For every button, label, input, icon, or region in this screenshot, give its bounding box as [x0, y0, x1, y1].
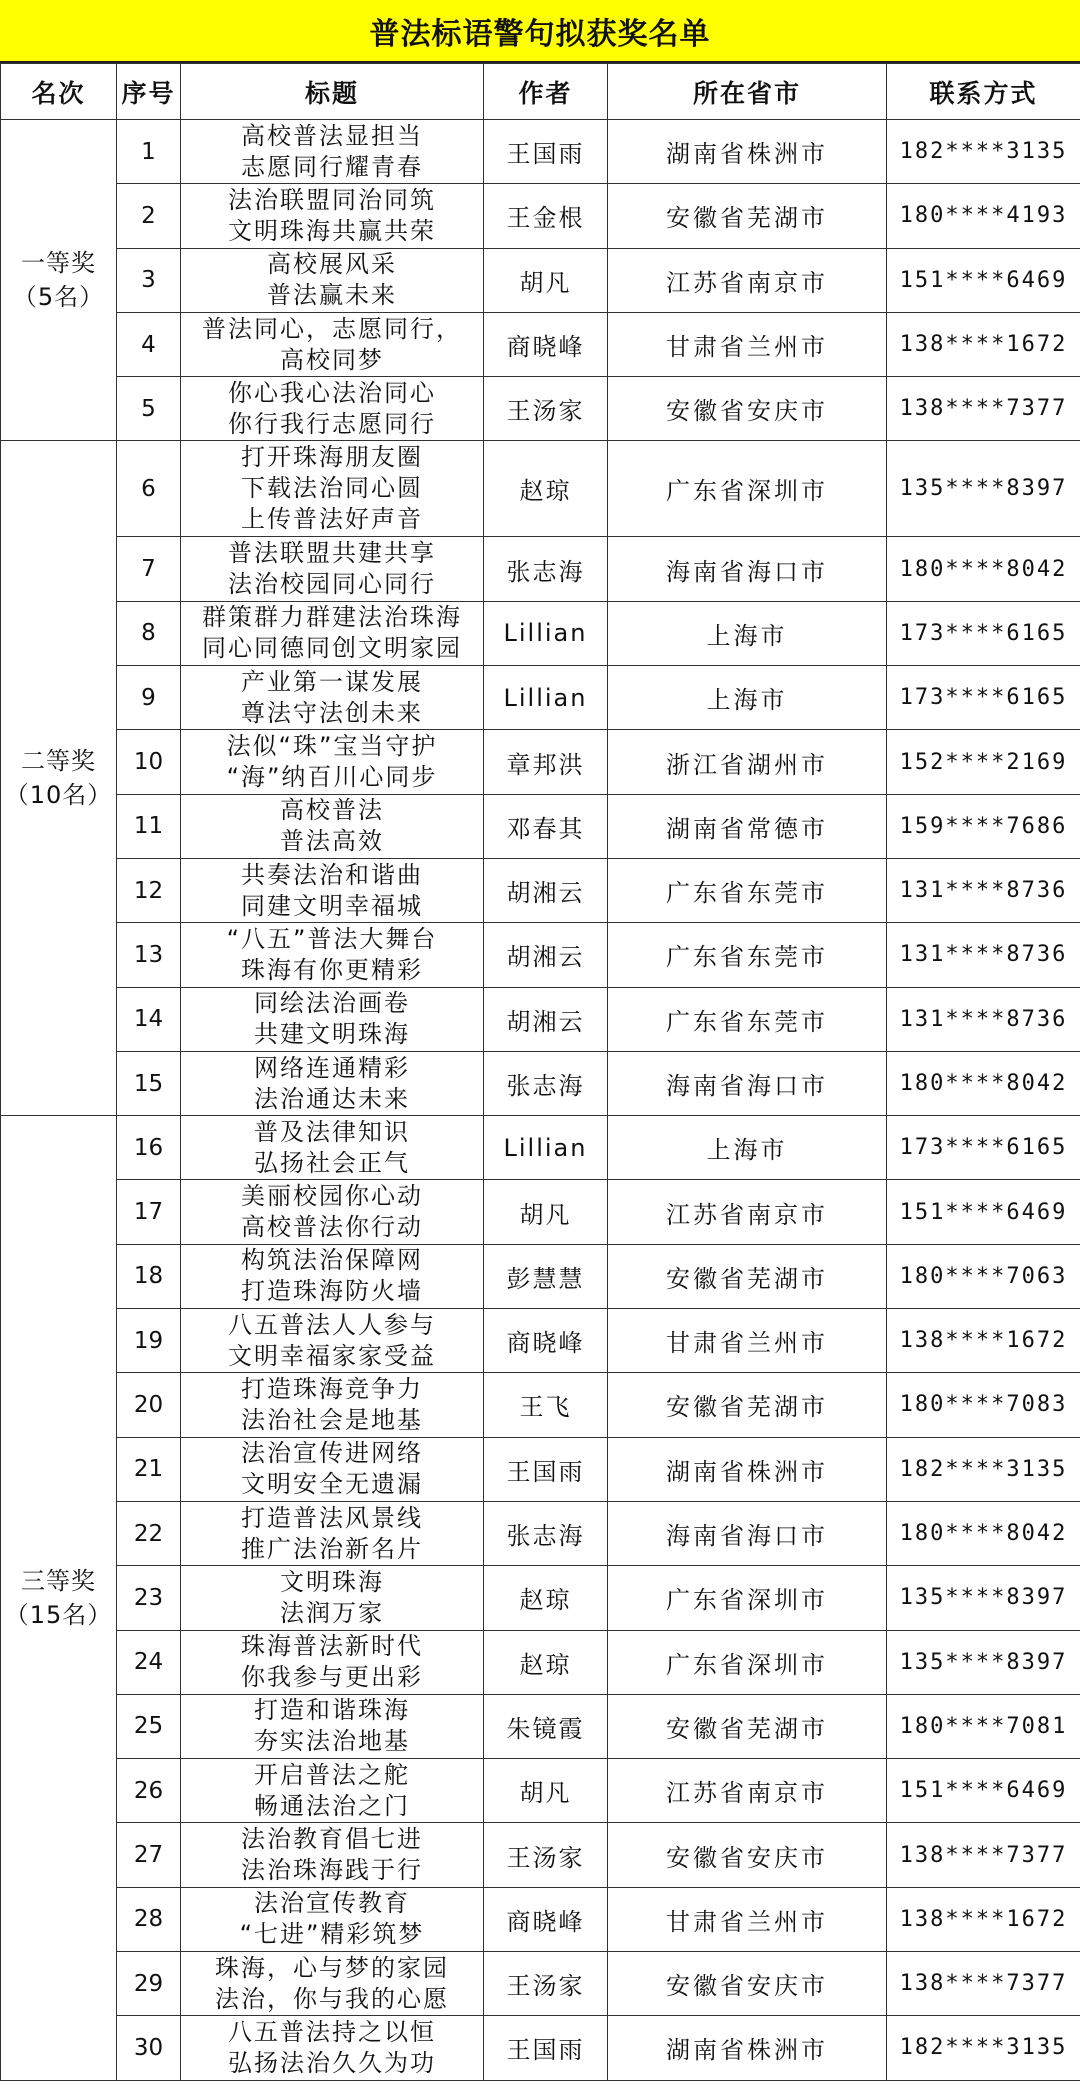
province-cell: 甘肃省兰州市	[608, 1887, 887, 1951]
seq-cell: 3	[117, 248, 181, 312]
province-cell: 安徽省安庆市	[608, 1823, 887, 1887]
contact-cell: 151****6469	[887, 248, 1080, 312]
header-title: 标题	[181, 64, 484, 120]
province-cell: 安徽省芜湖市	[608, 1694, 887, 1758]
province-cell: 海南省海口市	[608, 1051, 887, 1115]
province-cell: 上海市	[608, 1116, 887, 1180]
author-cell: 胡湘云	[484, 858, 608, 922]
contact-cell: 138****1672	[887, 312, 1080, 376]
contact-cell: 180****8042	[887, 537, 1080, 601]
seq-cell: 27	[117, 1823, 181, 1887]
author-cell: 商晓峰	[484, 1887, 608, 1951]
slogan-line: 法治宣传教育	[254, 1889, 410, 1918]
seq-cell: 26	[117, 1759, 181, 1823]
author-cell: 胡凡	[484, 248, 608, 312]
header-author: 作者	[484, 64, 608, 120]
contact-cell: 182****3135	[887, 2016, 1080, 2080]
contact-cell: 180****4193	[887, 184, 1080, 248]
slogan-cell	[181, 1309, 484, 1373]
author-cell: 王汤家	[484, 377, 608, 441]
slogan-cell	[181, 1630, 484, 1694]
slogan-cell	[181, 1116, 484, 1180]
seq-cell: 4	[117, 312, 181, 376]
author-cell: 彭慧慧	[484, 1244, 608, 1308]
slogan-cell	[181, 794, 484, 858]
slogan-line: 法治联盟同治同筑	[228, 185, 436, 214]
author-cell: 王金根	[484, 184, 608, 248]
slogan-cell	[181, 1180, 484, 1244]
contact-cell: 131****8736	[887, 987, 1080, 1051]
seq-cell: 22	[117, 1501, 181, 1565]
slogan-line: 法治，你与我的心愿	[215, 1984, 449, 2013]
table-row	[1, 1051, 1080, 1115]
province-cell: 广东省深圳市	[608, 441, 887, 537]
seq-cell: 1	[117, 120, 181, 184]
province-cell: 海南省海口市	[608, 1501, 887, 1565]
province-cell: 甘肃省兰州市	[608, 312, 887, 376]
author-cell: 胡凡	[484, 1180, 608, 1244]
seq-cell: 2	[117, 184, 181, 248]
slogan-cell	[181, 2016, 484, 2080]
rank-label: 二等奖	[21, 747, 96, 776]
header-rank: 名次	[1, 64, 117, 120]
header-province: 所在省市	[608, 64, 887, 120]
rank-label: 一等奖	[21, 249, 96, 278]
table-row	[1, 184, 1080, 248]
contact-cell: 173****6165	[887, 601, 1080, 665]
table-row	[1, 120, 1080, 184]
author-cell: 商晓峰	[484, 1309, 608, 1373]
slogan-cell	[181, 923, 484, 987]
province-cell: 江苏省南京市	[608, 1759, 887, 1823]
table-row	[1, 1309, 1080, 1373]
table-row	[1, 1180, 1080, 1244]
contact-cell: 173****6165	[887, 1116, 1080, 1180]
province-cell: 江苏省南京市	[608, 1180, 887, 1244]
contact-cell: 180****7063	[887, 1244, 1080, 1308]
province-cell: 安徽省安庆市	[608, 1952, 887, 2016]
contact-cell: 131****8736	[887, 923, 1080, 987]
rank-cell	[1, 441, 117, 1116]
table-row	[1, 377, 1080, 441]
slogan-line: 尊法守法创未来	[241, 698, 423, 727]
seq-cell: 20	[117, 1373, 181, 1437]
slogan-cell	[181, 601, 484, 665]
contact-cell: 180****8042	[887, 1051, 1080, 1115]
slogan-cell	[181, 120, 484, 184]
table-row	[1, 858, 1080, 922]
author-cell: 赵琼	[484, 1630, 608, 1694]
slogan-cell	[181, 1373, 484, 1437]
slogan-cell	[181, 1566, 484, 1630]
slogan-line: 高校同梦	[280, 345, 384, 374]
contact-cell: 138****7377	[887, 1952, 1080, 2016]
author-cell: 张志海	[484, 1051, 608, 1115]
seq-cell: 5	[117, 377, 181, 441]
seq-cell: 12	[117, 858, 181, 922]
slogan-line: 打造珠海防火墙	[241, 1277, 423, 1306]
table-row	[1, 730, 1080, 794]
slogan-line: 打造普法风景线	[241, 1503, 423, 1532]
slogan-line: 法润万家	[280, 1598, 384, 1627]
slogan-cell	[181, 1501, 484, 1565]
slogan-line: 八五普法人人参与	[228, 1310, 436, 1339]
author-cell: 胡湘云	[484, 987, 608, 1051]
rank-cell	[1, 1116, 117, 2080]
slogan-line: 同绘法治画卷	[254, 989, 410, 1018]
seq-cell: 23	[117, 1566, 181, 1630]
contact-cell: 131****8736	[887, 858, 1080, 922]
author-cell: 邓春其	[484, 794, 608, 858]
slogan-line: 普法同心，志愿同行，	[202, 314, 462, 343]
seq-cell: 8	[117, 601, 181, 665]
slogan-cell	[181, 1952, 484, 2016]
contact-cell: 135****8397	[887, 1630, 1080, 1694]
province-cell: 广东省东莞市	[608, 858, 887, 922]
slogan-line: 文明珠海	[280, 1567, 384, 1596]
header-contact: 联系方式	[887, 64, 1080, 120]
slogan-cell	[181, 666, 484, 730]
slogan-line: “海”纳百川心同步	[226, 763, 438, 792]
header-seq: 序号	[117, 64, 181, 120]
slogan-line: 法治教育倡七进	[241, 1825, 423, 1854]
province-cell: 广东省东莞市	[608, 987, 887, 1051]
slogan-line: 弘扬社会正气	[254, 1148, 410, 1177]
contact-cell: 138****1672	[887, 1309, 1080, 1373]
author-cell: 商晓峰	[484, 312, 608, 376]
slogan-line: 上传普法好声音	[241, 505, 423, 534]
table-row	[1, 1244, 1080, 1308]
seq-cell: 21	[117, 1437, 181, 1501]
slogan-cell	[181, 1437, 484, 1501]
slogan-cell	[181, 1051, 484, 1115]
slogan-cell	[181, 987, 484, 1051]
slogan-line: 普法赢未来	[267, 281, 397, 310]
province-cell: 安徽省芜湖市	[608, 1373, 887, 1437]
slogan-line: 打造和谐珠海	[254, 1696, 410, 1725]
slogan-line: 畅通法治之门	[254, 1791, 410, 1820]
author-cell: 王国雨	[484, 1437, 608, 1501]
slogan-cell	[181, 312, 484, 376]
slogan-line: 打造珠海竞争力	[241, 1374, 423, 1403]
slogan-cell	[181, 184, 484, 248]
seq-cell: 14	[117, 987, 181, 1051]
seq-cell: 10	[117, 730, 181, 794]
table-row	[1, 1501, 1080, 1565]
seq-cell: 11	[117, 794, 181, 858]
contact-cell: 138****7377	[887, 1823, 1080, 1887]
slogan-line: 共奏法治和谐曲	[241, 860, 423, 889]
contact-cell: 180****7083	[887, 1373, 1080, 1437]
seq-cell: 25	[117, 1694, 181, 1758]
slogan-line: 同心同德同创文明家园	[202, 634, 462, 663]
seq-cell: 30	[117, 2016, 181, 2080]
slogan-cell	[181, 1244, 484, 1308]
table-row	[1, 1823, 1080, 1887]
slogan-line: 文明珠海共赢共荣	[228, 216, 436, 245]
seq-cell: 15	[117, 1051, 181, 1115]
table-row	[1, 1887, 1080, 1951]
contact-cell: 138****7377	[887, 377, 1080, 441]
province-cell: 上海市	[608, 666, 887, 730]
contact-cell: 182****3135	[887, 120, 1080, 184]
table-row	[1, 1566, 1080, 1630]
table-row	[1, 794, 1080, 858]
seq-cell: 28	[117, 1887, 181, 1951]
slogan-line: 共建文明珠海	[254, 1020, 410, 1049]
slogan-line: 志愿同行耀青春	[241, 152, 423, 181]
author-cell: Lillian	[484, 666, 608, 730]
slogan-line: 法治通达未来	[254, 1084, 410, 1113]
province-cell: 湖南省株洲市	[608, 2016, 887, 2080]
table-row	[1, 1116, 1080, 1180]
seq-cell: 19	[117, 1309, 181, 1373]
author-cell: Lillian	[484, 1116, 608, 1180]
author-cell: 王飞	[484, 1373, 608, 1437]
slogan-line: 高校普法	[280, 796, 384, 825]
author-cell: 王汤家	[484, 1823, 608, 1887]
contact-cell: 159****7686	[887, 794, 1080, 858]
slogan-line: 夯实法治地基	[254, 1727, 410, 1756]
province-cell: 湖南省常德市	[608, 794, 887, 858]
slogan-line: 你我参与更出彩	[241, 1663, 423, 1692]
table-row	[1, 987, 1080, 1051]
author-cell: 王国雨	[484, 120, 608, 184]
slogan-cell	[181, 1823, 484, 1887]
slogan-line: 开启普法之舵	[254, 1760, 410, 1789]
province-cell: 湖南省株洲市	[608, 120, 887, 184]
contact-cell: 182****3135	[887, 1437, 1080, 1501]
contact-cell: 180****7081	[887, 1694, 1080, 1758]
province-cell: 湖南省株洲市	[608, 1437, 887, 1501]
province-cell: 安徽省芜湖市	[608, 1244, 887, 1308]
slogan-line: 高校展风采	[267, 250, 397, 279]
slogan-line: 八五普法持之以恒	[228, 2017, 436, 2046]
table-row	[1, 1694, 1080, 1758]
slogan-line: 下载法治同心圆	[241, 474, 423, 503]
slogan-cell	[181, 248, 484, 312]
slogan-cell	[181, 1694, 484, 1758]
author-cell: 胡湘云	[484, 923, 608, 987]
author-cell: 王国雨	[484, 2016, 608, 2080]
seq-cell: 13	[117, 923, 181, 987]
slogan-line: 高校普法你行动	[241, 1213, 423, 1242]
slogan-line: 文明幸福家家受益	[228, 1341, 436, 1370]
province-cell: 甘肃省兰州市	[608, 1309, 887, 1373]
table-row	[1, 1437, 1080, 1501]
province-cell: 海南省海口市	[608, 537, 887, 601]
seq-cell: 7	[117, 537, 181, 601]
slogan-cell	[181, 730, 484, 794]
slogan-line: 推广法治新名片	[241, 1534, 423, 1563]
author-cell: 朱镜霞	[484, 1694, 608, 1758]
slogan-line: 你行我行志愿同行	[228, 409, 436, 438]
table-row	[1, 1630, 1080, 1694]
province-cell: 安徽省芜湖市	[608, 184, 887, 248]
slogan-cell	[181, 1887, 484, 1951]
table-row	[1, 1373, 1080, 1437]
table-row	[1, 1759, 1080, 1823]
rank-cell	[1, 120, 117, 441]
province-cell: 上海市	[608, 601, 887, 665]
slogan-line: 法治珠海践于行	[241, 1856, 423, 1885]
author-cell: 王汤家	[484, 1952, 608, 2016]
table-header-row	[1, 64, 1080, 120]
slogan-line: 珠海，心与梦的家园	[215, 1953, 449, 1982]
slogan-line: 珠海有你更精彩	[241, 955, 423, 984]
slogan-line: 同建文明幸福城	[241, 891, 423, 920]
contact-cell: 180****8042	[887, 1501, 1080, 1565]
slogan-line: 高校普法显担当	[241, 121, 423, 150]
seq-cell: 9	[117, 666, 181, 730]
province-cell: 广东省深圳市	[608, 1630, 887, 1694]
table-row	[1, 248, 1080, 312]
province-cell: 浙江省湖州市	[608, 730, 887, 794]
slogan-line: 弘扬法治久久为功	[228, 2048, 436, 2077]
author-cell: 章邦洪	[484, 730, 608, 794]
contact-cell: 135****8397	[887, 1566, 1080, 1630]
rank-count: （5名）	[12, 283, 105, 312]
author-cell: 赵琼	[484, 441, 608, 537]
rank-count: （10名）	[4, 781, 113, 810]
slogan-line: 文明安全无遗漏	[241, 1470, 423, 1499]
province-cell: 广东省东莞市	[608, 923, 887, 987]
slogan-line: 打开珠海朋友圈	[241, 443, 423, 472]
seq-cell: 29	[117, 1952, 181, 2016]
seq-cell: 17	[117, 1180, 181, 1244]
table-row	[1, 601, 1080, 665]
slogan-line: 珠海普法新时代	[241, 1632, 423, 1661]
seq-cell: 24	[117, 1630, 181, 1694]
author-cell: 张志海	[484, 1501, 608, 1565]
contact-cell: 135****8397	[887, 441, 1080, 537]
rank-count: （15名）	[4, 1600, 113, 1629]
slogan-line: 构筑法治保障网	[241, 1246, 423, 1275]
province-cell: 安徽省安庆市	[608, 377, 887, 441]
seq-cell: 6	[117, 441, 181, 537]
table-body	[1, 120, 1080, 2081]
slogan-cell	[181, 377, 484, 441]
author-cell: 赵琼	[484, 1566, 608, 1630]
slogan-line: 网络连通精彩	[254, 1053, 410, 1082]
province-cell: 广东省深圳市	[608, 1566, 887, 1630]
table-row	[1, 537, 1080, 601]
slogan-line: 法治宣传进网络	[241, 1439, 423, 1468]
slogan-cell	[181, 537, 484, 601]
award-table	[0, 63, 1080, 2081]
slogan-line: 你心我心法治同心	[228, 378, 436, 407]
slogan-line: “八五”普法大舞台	[226, 924, 438, 953]
author-cell: 张志海	[484, 537, 608, 601]
contact-cell: 151****6469	[887, 1759, 1080, 1823]
slogan-line: 产业第一谋发展	[241, 667, 423, 696]
slogan-line: 美丽校园你心动	[241, 1182, 423, 1211]
slogan-line: 普法联盟共建共享	[228, 539, 436, 568]
slogan-line: 法治校园同心同行	[228, 570, 436, 599]
contact-cell: 173****6165	[887, 666, 1080, 730]
slogan-line: “七进”精彩筑梦	[239, 1920, 425, 1949]
slogan-cell	[181, 1759, 484, 1823]
slogan-line: 法治社会是地基	[241, 1405, 423, 1434]
seq-cell: 18	[117, 1244, 181, 1308]
table-row	[1, 2016, 1080, 2080]
province-cell: 江苏省南京市	[608, 248, 887, 312]
slogan-line: 普法高效	[280, 827, 384, 856]
slogan-line: 法似“珠”宝当守护	[226, 732, 438, 761]
author-cell: Lillian	[484, 601, 608, 665]
slogan-line: 普及法律知识	[254, 1117, 410, 1146]
table-row	[1, 666, 1080, 730]
table-row	[1, 441, 1080, 537]
slogan-cell	[181, 441, 484, 537]
author-cell: 胡凡	[484, 1759, 608, 1823]
table-row	[1, 312, 1080, 376]
contact-cell: 138****1672	[887, 1887, 1080, 1951]
slogan-cell	[181, 858, 484, 922]
table-row	[1, 923, 1080, 987]
seq-cell: 16	[117, 1116, 181, 1180]
contact-cell: 152****2169	[887, 730, 1080, 794]
slogan-line: 群策群力群建法治珠海	[202, 603, 462, 632]
contact-cell: 151****6469	[887, 1180, 1080, 1244]
page-title: 普法标语警句拟获奖名单	[0, 0, 1080, 63]
table-row	[1, 1952, 1080, 2016]
rank-label: 三等奖	[21, 1566, 96, 1595]
